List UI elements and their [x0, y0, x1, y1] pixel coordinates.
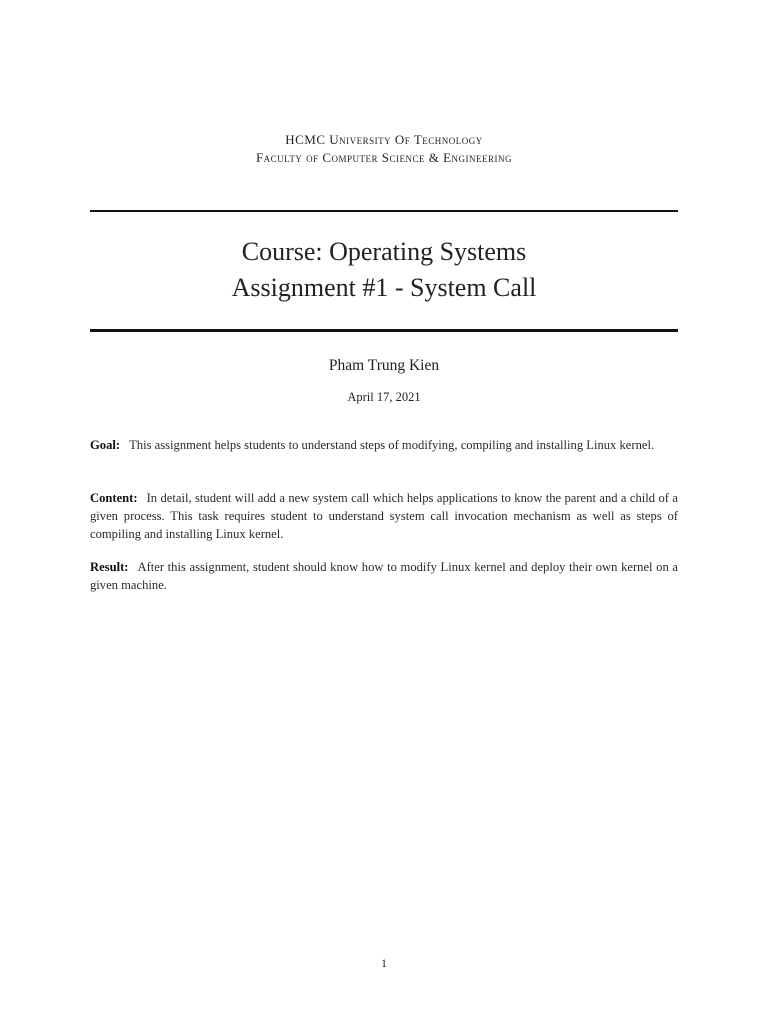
- university-name: HCMC University Of Technology: [285, 132, 483, 147]
- title-top-rule: [90, 210, 678, 212]
- assignment-title: Assignment #1 - System Call: [231, 273, 537, 302]
- goal-text: This assignment helps students to understand steps of modifying, compiling and installing Linux kernel.: [129, 438, 655, 452]
- content-paragraph: [90, 489, 678, 543]
- content-label: Content:: [90, 491, 138, 505]
- page-number: 1: [381, 956, 387, 970]
- goal-paragraph: [90, 436, 678, 454]
- goal-label: Goal:: [90, 438, 121, 452]
- result-paragraph: [90, 558, 678, 594]
- document-date: April 17, 2021: [347, 390, 421, 404]
- faculty-name: Faculty of Computer Science & Engineering: [255, 150, 513, 165]
- course-title: Course: Operating Systems: [241, 237, 527, 266]
- title-bottom-rule: [90, 329, 678, 332]
- content-text: In detail, student will add a new system call which helps applications to know the parent and a child of a given process. This task requires student to understand system call invocation mechanism as well as steps of compiling and installing Linux kernel.: [90, 491, 678, 541]
- author-name: Pham Trung Kien: [328, 357, 440, 374]
- result-label: Result:: [90, 560, 129, 574]
- result-text: After this assignment, student should know how to modify Linux kernel and deploy their own kernel on a given machine.: [90, 560, 678, 592]
